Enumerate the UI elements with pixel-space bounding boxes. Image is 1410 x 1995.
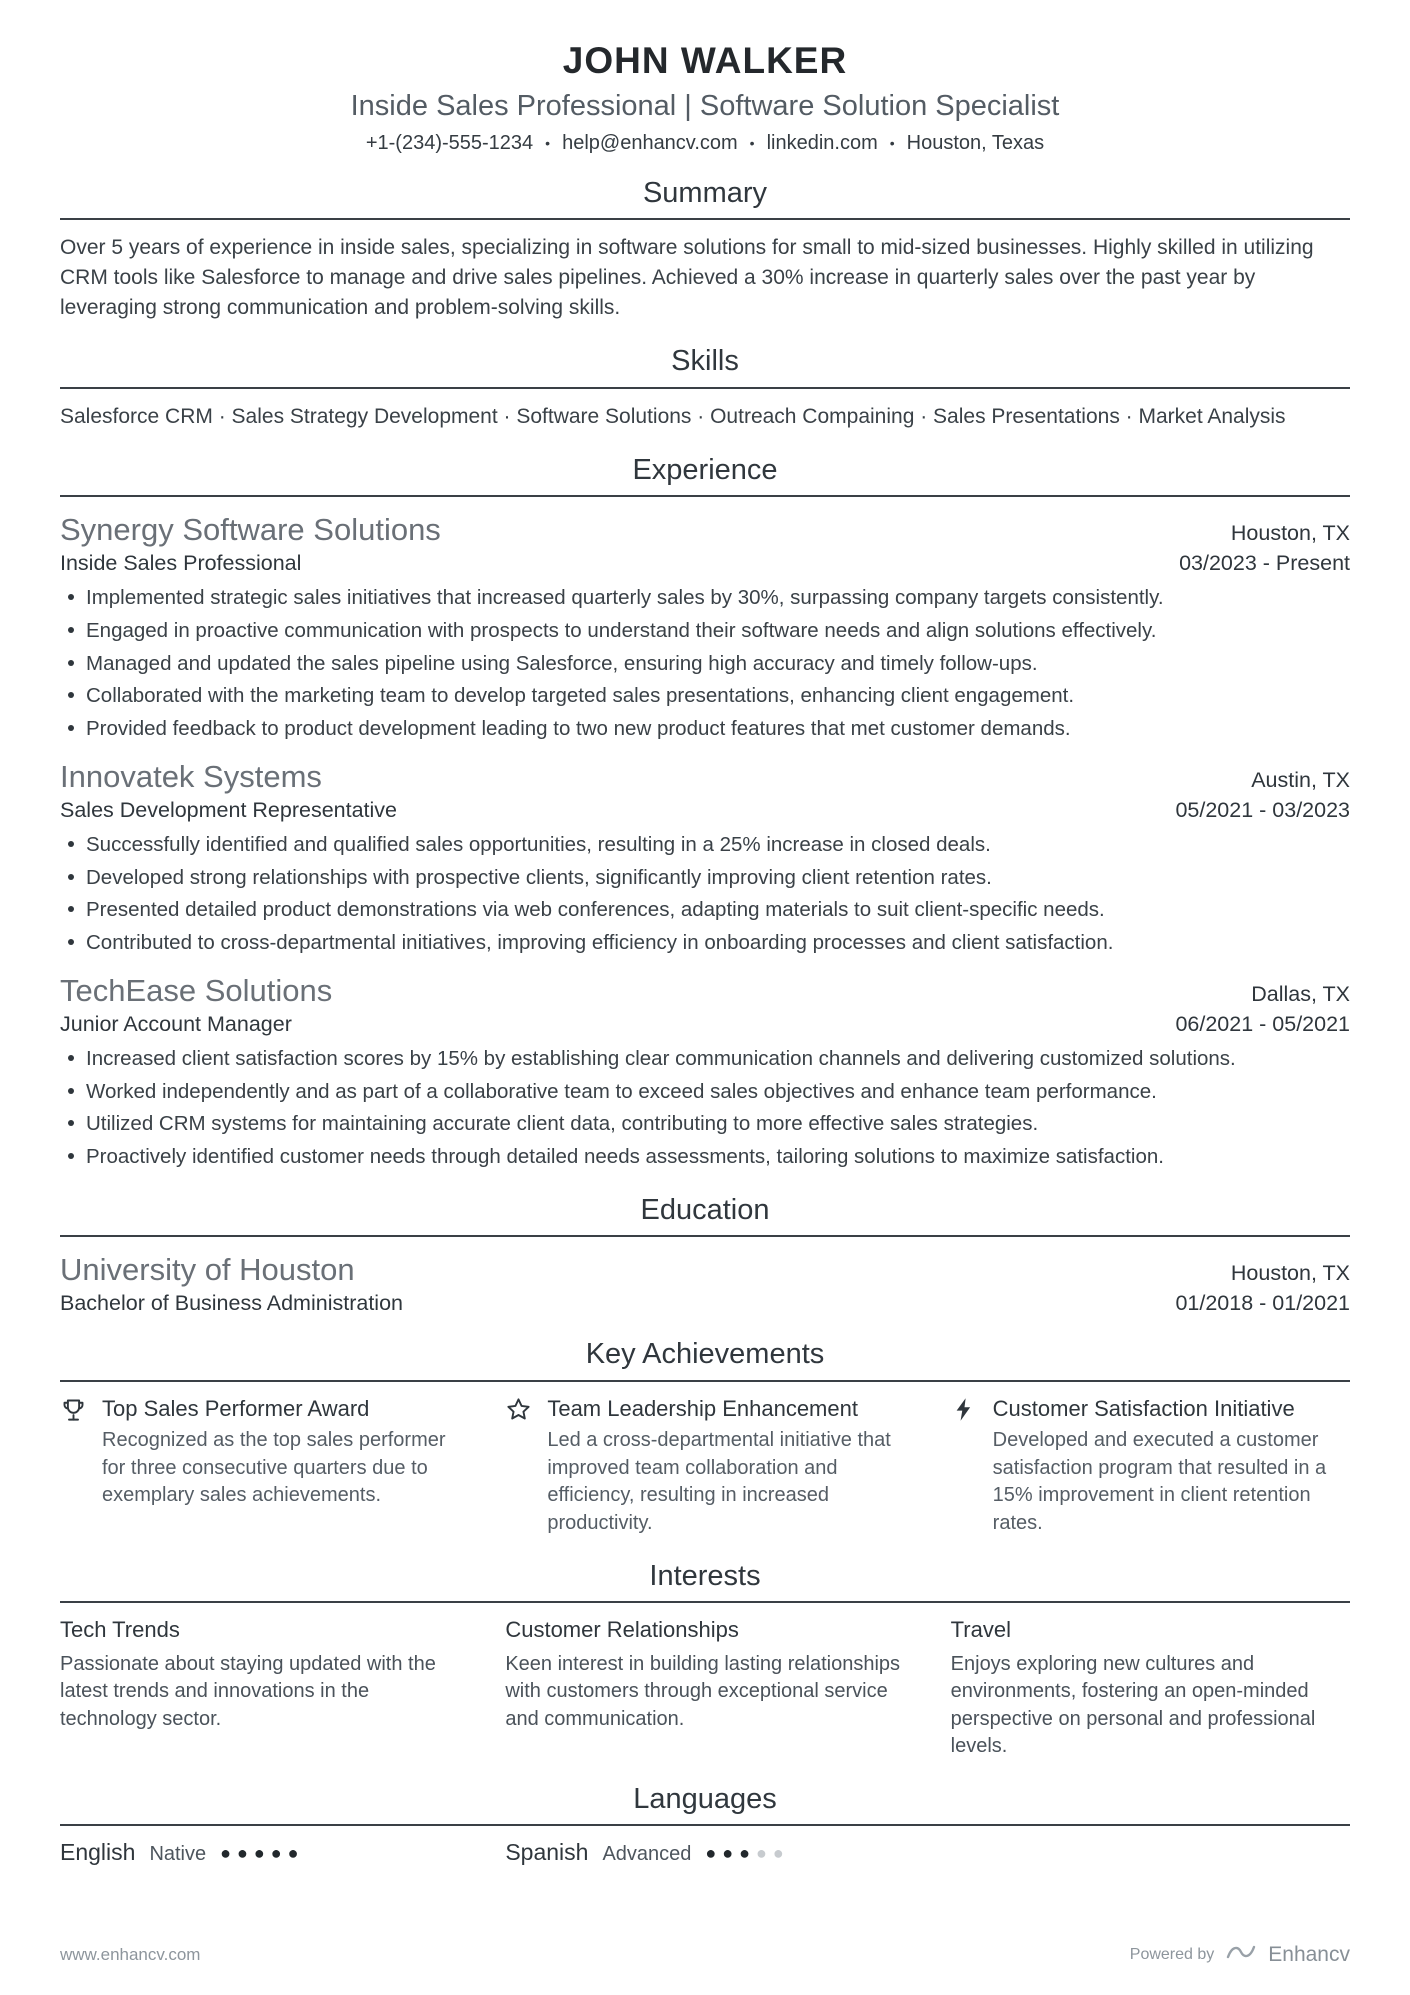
languages-grid <box>60 1839 1350 1866</box>
language-item <box>60 1839 459 1866</box>
star-icon <box>505 1396 532 1423</box>
language-proficiency-dots <box>705 1843 789 1864</box>
section-divider <box>60 495 1350 497</box>
interests-section <box>60 1560 1350 1761</box>
education-entry <box>60 1251 1350 1316</box>
job-dates: 06/2021 - 05/2021 <box>1175 1011 1350 1036</box>
experience-bullet: Provided feedback to product development leading to two new product features that met customer demands. <box>60 714 1350 744</box>
experience-section <box>60 454 1350 1172</box>
achievement-title: Customer Satisfaction Initiative <box>992 1395 1295 1421</box>
job-dates: 03/2023 - Present <box>1179 551 1350 576</box>
brand-name: Enhancv <box>1268 1942 1350 1966</box>
skills-heading: Skills <box>671 345 739 378</box>
experience-bullet-list <box>60 583 1350 744</box>
interest-text: Passionate about staying updated with the latest trends and innovations in the technology sector. <box>60 1652 436 1730</box>
dots-filled: ●●● <box>705 1843 757 1864</box>
education-entry-subheader <box>60 1288 1350 1316</box>
achievement-text: Developed and executed a customer satisfaction program that resulted in a 15% improvement in client retention rates. <box>992 1429 1327 1535</box>
interest-item <box>951 1616 1350 1761</box>
experience-bullet: Worked independently and as part of a collaborative team to exceed sales objectives and enhance team performance. <box>60 1077 1350 1107</box>
candidate-name: JOHN WALKER <box>562 40 848 81</box>
experience-entry-header <box>60 511 1350 548</box>
education-heading: Education <box>640 1193 770 1226</box>
experience-bullet: Developed strong relationships with prospective clients, significantly improving client retention rates. <box>60 863 1350 893</box>
experience-bullet: Presented detailed product demonstrations via web conferences, adapting materials to suit client-specific needs. <box>60 895 1350 925</box>
achievement-item <box>505 1395 904 1538</box>
achievement-item <box>60 1395 459 1538</box>
page-footer <box>60 1940 1350 1969</box>
experience-bullet: Proactively identified customer needs through detailed needs assessments, tailoring solutions to maximize satisfaction. <box>60 1142 1350 1172</box>
experience-entry <box>60 972 1350 1172</box>
experience-bullet-list <box>60 830 1350 958</box>
company-name: Synergy Software Solutions <box>60 511 441 547</box>
company-location: Houston, TX <box>1230 520 1350 545</box>
contact-link: linkedin.com <box>766 131 878 154</box>
lightning-icon <box>951 1396 978 1423</box>
interest-title: Tech Trends <box>60 1616 180 1642</box>
language-level: Native <box>149 1843 207 1866</box>
company-name: TechEase Solutions <box>60 972 333 1008</box>
experience-entry-subheader <box>60 1009 1350 1037</box>
job-title: Inside Sales Professional <box>60 551 302 576</box>
interests-heading: Interests <box>649 1559 761 1592</box>
language-item <box>505 1839 904 1866</box>
section-divider <box>60 387 1350 389</box>
enhancv-logo-icon <box>1224 1940 1258 1969</box>
experience-bullet: Increased client satisfaction scores by 15% by establishing clear communication channels and delivering customized solutions. <box>60 1044 1350 1074</box>
language-name: English <box>60 1839 136 1866</box>
job-title: Sales Development Representative <box>60 797 398 822</box>
contact-row <box>60 132 1350 155</box>
section-divider <box>60 1380 1350 1382</box>
achievement-item <box>951 1395 1350 1538</box>
company-name: Innovatek Systems <box>60 758 322 794</box>
experience-bullet: Managed and updated the sales pipeline using Salesforce, ensuring high accuracy and timely follow-ups. <box>60 649 1350 679</box>
experience-entry-header <box>60 758 1350 795</box>
education-entry-header <box>60 1251 1350 1288</box>
experience-entry-header <box>60 972 1350 1009</box>
job-title: Junior Account Manager <box>60 1011 292 1036</box>
achievement-title: Team Leadership Enhancement <box>547 1395 858 1421</box>
achievements-section <box>60 1338 1350 1537</box>
experience-entry-subheader <box>60 548 1350 576</box>
contact-location: Houston, Texas <box>906 131 1045 154</box>
interest-title: Customer Relationships <box>505 1616 739 1642</box>
interest-text: Keen interest in building lasting relationships with customers through exceptional service and communication. <box>505 1652 901 1730</box>
section-divider <box>60 1235 1350 1237</box>
education-section <box>60 1194 1350 1317</box>
contact-phone: +1-(234)-555-1234 <box>365 131 534 154</box>
experience-bullet: Collaborated with the marketing team to develop targeted sales presentations, enhancing client engagement. <box>60 681 1350 711</box>
languages-grid-spacer <box>951 1839 1350 1866</box>
trophy-icon <box>60 1396 87 1423</box>
job-dates: 05/2021 - 03/2023 <box>1175 797 1350 822</box>
contact-separator: • <box>889 135 895 152</box>
languages-section <box>60 1783 1350 1866</box>
skills-text: Salesforce CRM · Sales Strategy Development · Software Solutions · Outreach Compaining · Sales Presentations · Market Analysis <box>60 404 1286 428</box>
section-divider <box>60 1824 1350 1826</box>
interest-item <box>505 1616 904 1761</box>
contact-separator: • <box>545 135 551 152</box>
achievements-heading: Key Achievements <box>585 1338 825 1371</box>
experience-entry <box>60 758 1350 958</box>
interest-item <box>60 1616 459 1761</box>
experience-bullet: Successfully identified and qualified sales opportunities, resulting in a 25% increase in closed deals. <box>60 830 1350 860</box>
summary-text: Over 5 years of experience in inside sales, specializing in software solutions for small to mid-sized businesses. Highly skilled in utilizing CRM tools like Salesforce to manage and drive sales pipelines. Achieved a 30% increase in quarterly sales over the past year by leveraging strong communication and problem-solving skills. <box>60 236 1314 320</box>
footer-url: www.enhancv.com <box>60 1944 201 1964</box>
powered-by <box>1130 1940 1350 1969</box>
languages-heading: Languages <box>633 1782 777 1815</box>
summary-section <box>60 177 1350 323</box>
language-level: Advanced <box>602 1843 692 1866</box>
powered-by-label: Powered by <box>1129 1945 1215 1963</box>
company-location: Dallas, TX <box>1251 981 1350 1006</box>
dots-filled: ●●●●● <box>220 1843 305 1864</box>
achievement-title: Top Sales Performer Award <box>102 1395 370 1421</box>
achievement-text: Led a cross-departmental initiative that improved team collaboration and efficiency, resulting in increased productivity. <box>547 1429 891 1535</box>
dots-empty: ●● <box>756 1843 790 1864</box>
section-divider <box>60 218 1350 220</box>
interests-grid <box>60 1616 1350 1761</box>
achievements-grid <box>60 1395 1350 1538</box>
language-name: Spanish <box>505 1839 589 1866</box>
interest-title: Travel <box>950 1616 1011 1642</box>
resume-header <box>60 40 1350 155</box>
experience-bullet: Contributed to cross-departmental initiatives, improving efficiency in onboarding processes and client satisfaction. <box>60 928 1350 958</box>
summary-heading: Summary <box>642 176 768 209</box>
section-divider <box>60 1601 1350 1603</box>
experience-entry-subheader <box>60 795 1350 823</box>
school-location: Houston, TX <box>1230 1261 1350 1286</box>
contact-separator: • <box>749 135 755 152</box>
degree-name: Bachelor of Business Administration <box>60 1291 403 1316</box>
experience-bullet: Engaged in proactive communication with prospects to understand their software needs and align solutions effectively. <box>60 616 1350 646</box>
experience-bullet: Implemented strategic sales initiatives that increased quarterly sales by 30%, surpassing company targets consistently. <box>60 583 1350 613</box>
candidate-title: Inside Sales Professional | Software Solution Specialist <box>350 89 1060 122</box>
school-name: University of Houston <box>60 1252 355 1288</box>
contact-email: help@enhancv.com <box>562 131 738 154</box>
company-location: Austin, TX <box>1251 767 1350 792</box>
experience-bullet: Utilized CRM systems for maintaining accurate client data, contributing to more effective sales strategies. <box>60 1109 1350 1139</box>
experience-heading: Experience <box>632 453 778 486</box>
experience-bullet-list <box>60 1044 1350 1172</box>
interest-text: Enjoys exploring new cultures and environments, fostering an open-minded perspective on personal and professional levels. <box>950 1652 1316 1758</box>
language-proficiency-dots <box>220 1843 304 1864</box>
experience-entry <box>60 511 1350 744</box>
skills-section <box>60 345 1350 431</box>
education-dates: 01/2018 - 01/2021 <box>1175 1291 1350 1316</box>
achievement-text: Recognized as the top sales performer for three consecutive quarters due to exemplary sales achievements. <box>102 1429 446 1507</box>
